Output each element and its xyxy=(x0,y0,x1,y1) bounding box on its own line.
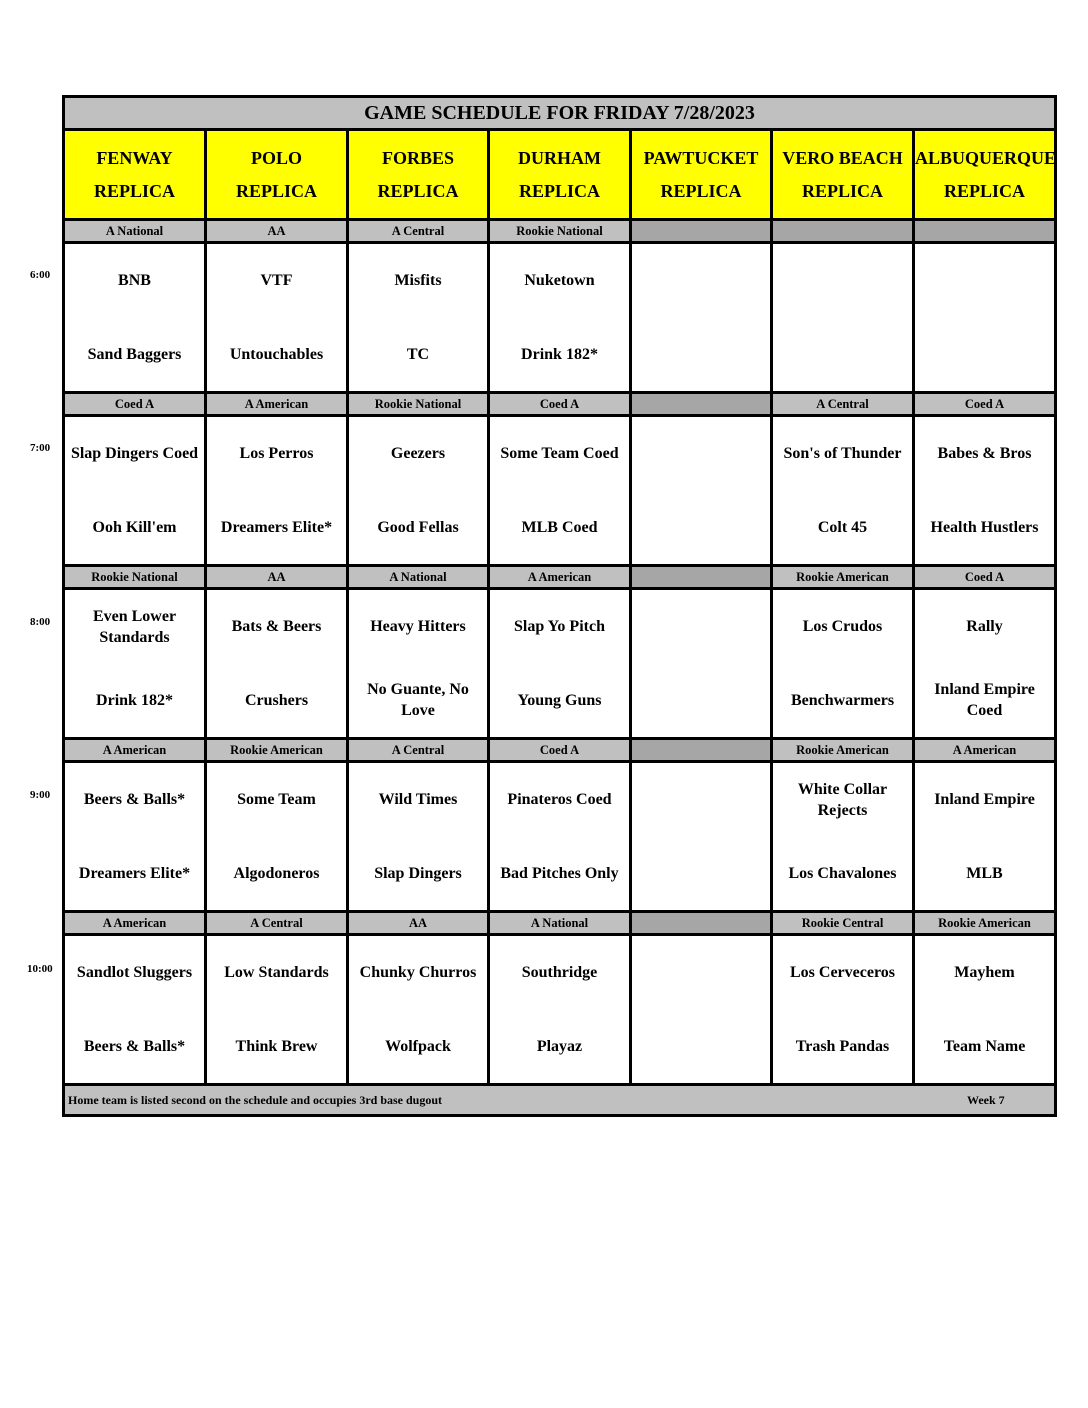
division-label xyxy=(632,221,773,241)
home-team: MLB xyxy=(966,864,1003,882)
division-label: Rookie National xyxy=(65,567,207,587)
away-team: Geezers xyxy=(390,445,446,463)
division-label xyxy=(773,221,915,241)
division-label xyxy=(632,394,773,414)
home-team: Think Brew xyxy=(235,1037,318,1055)
home-team: TC xyxy=(406,345,430,363)
field-header xyxy=(349,131,490,218)
home-team-note: Home team is listed second on the schedule and occupies 3rd base dugout xyxy=(68,1093,443,1107)
field-name: POLO xyxy=(250,147,302,168)
home-team xyxy=(915,318,1054,392)
division-label: A American xyxy=(915,740,1054,760)
home-team: Untouchables xyxy=(229,345,324,363)
home-team xyxy=(632,1010,770,1084)
division-row xyxy=(65,913,1054,936)
division-label: AA xyxy=(207,221,349,241)
away-team: Inland Empire xyxy=(934,791,1035,809)
field-name: ALBUQUERQUE xyxy=(915,147,1057,168)
away-team xyxy=(632,763,770,837)
away-team: VTF xyxy=(260,272,293,290)
field-header xyxy=(207,131,349,218)
time-label: 10:00 xyxy=(27,963,53,975)
division-label: A American xyxy=(207,394,349,414)
home-team xyxy=(773,318,912,392)
home-team: Wolfpack xyxy=(385,1037,451,1055)
game-cell xyxy=(632,763,773,910)
away-team: Los Perros xyxy=(239,445,314,463)
game-cell xyxy=(773,244,915,391)
division-row xyxy=(65,740,1054,763)
field-name: PAWTUCKET xyxy=(643,147,759,168)
field-header-row xyxy=(65,131,1057,221)
division-label: A Central xyxy=(349,221,490,241)
away-team xyxy=(773,244,912,318)
field-subtitle: REPLICA xyxy=(943,180,1025,201)
away-team xyxy=(632,417,770,491)
game-cell xyxy=(490,936,632,1083)
division-label: A Central xyxy=(207,913,349,933)
away-team: Bats & Beers xyxy=(231,618,322,636)
home-team: Algodoneros xyxy=(233,864,320,882)
field-subtitle: REPLICA xyxy=(235,180,317,201)
game-cell xyxy=(490,590,632,737)
division-label: A National xyxy=(65,221,207,241)
division-label xyxy=(632,567,773,587)
division-label: Rookie Central xyxy=(773,913,915,933)
away-team: Misfits xyxy=(394,272,442,290)
game-cell xyxy=(349,936,490,1083)
game-cell xyxy=(915,244,1054,391)
time-label: 6:00 xyxy=(30,269,51,281)
away-team: Chunky Churros xyxy=(359,964,477,982)
away-team xyxy=(632,936,770,1010)
away-team xyxy=(632,244,770,318)
home-team: Good Fellas xyxy=(377,518,459,536)
game-cell xyxy=(207,590,349,737)
game-cell xyxy=(632,244,773,391)
schedule-title: GAME SCHEDULE FOR FRIDAY 7/28/2023 xyxy=(65,98,1054,131)
field-name: FORBES xyxy=(381,147,455,168)
division-label: Coed A xyxy=(490,740,632,760)
home-team: No Guante, No Love xyxy=(367,681,469,720)
field-subtitle: REPLICA xyxy=(377,180,459,201)
home-team xyxy=(632,318,770,392)
game-cell xyxy=(65,590,207,737)
time-label: 7:00 xyxy=(30,442,51,454)
game-schedule-table xyxy=(62,95,1057,1117)
game-cell xyxy=(773,590,915,737)
field-subtitle: REPLICA xyxy=(660,180,742,201)
division-label xyxy=(632,740,773,760)
division-label: Rookie National xyxy=(349,394,490,414)
game-cell xyxy=(632,417,773,564)
game-cell xyxy=(490,417,632,564)
field-header xyxy=(490,131,632,218)
home-team: Playaz xyxy=(536,1037,583,1055)
game-cell xyxy=(65,763,207,910)
division-label: Rookie National xyxy=(490,221,632,241)
division-label: A Central xyxy=(773,394,915,414)
division-row xyxy=(65,567,1054,590)
division-row xyxy=(65,394,1054,417)
division-label: A American xyxy=(490,567,632,587)
field-header xyxy=(632,131,773,218)
division-label: A National xyxy=(349,567,490,587)
home-team: Benchwarmers xyxy=(790,691,895,709)
field-header xyxy=(773,131,915,218)
division-label: A American xyxy=(65,913,207,933)
home-team: Los Chavalones xyxy=(788,864,897,882)
home-team xyxy=(632,491,770,565)
away-team: Nuketown xyxy=(524,272,595,290)
division-label: Coed A xyxy=(65,394,207,414)
away-team: Son's of Thunder xyxy=(783,445,902,463)
division-label: A American xyxy=(65,740,207,760)
away-team: Rally xyxy=(966,618,1003,636)
home-team: Team Name xyxy=(943,1037,1026,1055)
away-team: Los Cerveceros xyxy=(790,964,895,982)
game-cell xyxy=(632,590,773,737)
game-cell xyxy=(490,244,632,391)
game-cell xyxy=(915,417,1054,564)
home-team: Dreamers Elite* xyxy=(220,518,333,536)
away-team: Some Team Coed xyxy=(500,445,619,463)
away-team xyxy=(632,590,770,664)
game-cell xyxy=(915,763,1054,910)
division-row xyxy=(65,221,1054,244)
field-header xyxy=(915,131,1057,218)
division-label: Rookie American xyxy=(773,740,915,760)
home-team: Drink 182* xyxy=(96,691,173,709)
game-cell xyxy=(349,763,490,910)
division-label: Rookie American xyxy=(915,913,1054,933)
game-cell xyxy=(490,763,632,910)
home-team: Crushers xyxy=(244,691,309,709)
away-team: Babes & Bros xyxy=(937,445,1032,463)
away-team: Southridge xyxy=(521,964,598,982)
home-team xyxy=(632,837,770,911)
division-label: Coed A xyxy=(915,567,1054,587)
away-team xyxy=(915,244,1054,318)
game-cell xyxy=(915,936,1054,1083)
away-team: Pinateros Coed xyxy=(507,791,612,809)
home-team: Ooh Kill'em xyxy=(92,518,177,536)
schedule-footer xyxy=(65,1086,1054,1114)
game-cell xyxy=(632,936,773,1083)
division-label: Rookie American xyxy=(773,567,915,587)
home-team: Colt 45 xyxy=(817,518,868,536)
field-subtitle: REPLICA xyxy=(93,180,175,201)
game-cell xyxy=(915,590,1054,737)
division-label xyxy=(915,221,1054,241)
home-team: Slap Dingers xyxy=(374,864,462,882)
away-team: Mayhem xyxy=(954,964,1015,982)
away-team: White Collar Rejects xyxy=(797,780,888,819)
home-team xyxy=(632,664,770,738)
division-label: AA xyxy=(349,913,490,933)
game-row xyxy=(65,936,1054,1086)
game-cell xyxy=(65,417,207,564)
game-cell xyxy=(65,936,207,1083)
away-team: Wild Times xyxy=(378,791,458,809)
game-cell xyxy=(207,417,349,564)
division-label: A Central xyxy=(349,740,490,760)
game-cell xyxy=(349,244,490,391)
field-subtitle: REPLICA xyxy=(801,180,883,201)
game-cell xyxy=(349,417,490,564)
home-team: Beers & Balls* xyxy=(83,1037,186,1055)
home-team: Bad Pitches Only xyxy=(500,864,619,882)
away-team: Sandlot Sluggers xyxy=(76,964,193,982)
field-name: VERO BEACH xyxy=(782,147,903,168)
game-cell xyxy=(65,244,207,391)
time-slots xyxy=(65,221,1054,1086)
away-team: Los Crudos xyxy=(802,618,883,636)
home-team: Dreamers Elite* xyxy=(78,864,191,882)
home-team: Health Hustlers xyxy=(930,518,1039,536)
game-cell xyxy=(773,936,915,1083)
week-label: Week 7 xyxy=(967,1093,1005,1107)
away-team: Beers & Balls* xyxy=(83,791,186,809)
game-cell xyxy=(207,244,349,391)
game-cell xyxy=(207,936,349,1083)
game-row xyxy=(65,590,1054,740)
game-cell xyxy=(773,763,915,910)
division-label: Coed A xyxy=(490,394,632,414)
home-team: MLB Coed xyxy=(521,518,598,536)
home-team: Drink 182* xyxy=(521,345,598,363)
away-team: Heavy Hitters xyxy=(370,618,466,636)
game-cell xyxy=(773,417,915,564)
home-team: Sand Baggers xyxy=(87,345,182,363)
home-team: Trash Pandas xyxy=(795,1037,890,1055)
away-team: Slap Dingers Coed xyxy=(70,445,199,463)
away-team: Slap Yo Pitch xyxy=(514,618,605,636)
division-label xyxy=(632,913,773,933)
game-row xyxy=(65,244,1054,394)
field-name: DURHAM xyxy=(518,147,601,168)
away-team: Even Lower Standards xyxy=(92,607,177,646)
division-label: A National xyxy=(490,913,632,933)
game-cell xyxy=(207,763,349,910)
away-team: Low Standards xyxy=(224,964,329,982)
game-row xyxy=(65,417,1054,567)
time-label: 8:00 xyxy=(30,616,51,628)
division-label: Rookie American xyxy=(207,740,349,760)
division-label: AA xyxy=(207,567,349,587)
away-team: BNB xyxy=(118,272,151,290)
game-cell xyxy=(349,590,490,737)
field-name: FENWAY xyxy=(96,147,173,168)
field-header xyxy=(65,131,207,218)
game-row xyxy=(65,763,1054,913)
field-subtitle: REPLICA xyxy=(518,180,600,201)
home-team: Inland Empire Coed xyxy=(934,681,1035,720)
time-label: 9:00 xyxy=(30,789,51,801)
home-team: Young Guns xyxy=(517,691,602,709)
away-team: Some Team xyxy=(237,791,316,809)
division-label: Coed A xyxy=(915,394,1054,414)
